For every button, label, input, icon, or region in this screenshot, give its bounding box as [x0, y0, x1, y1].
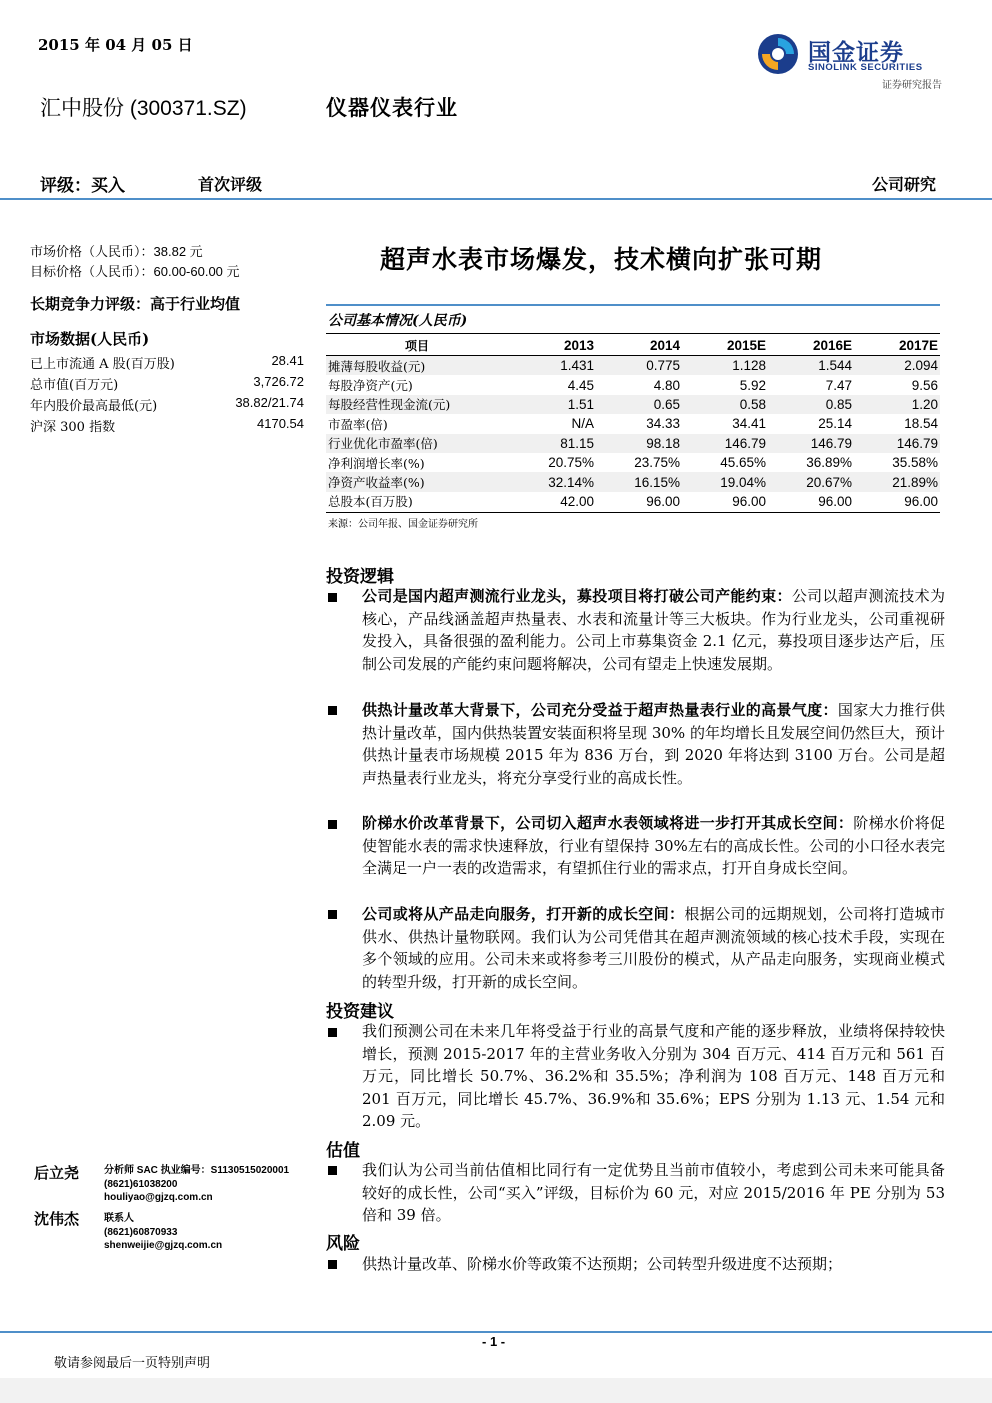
logo-subtitle: 证券研究报告: [882, 80, 942, 91]
logic-bullet-1: [362, 585, 945, 675]
sinolink-logo-icon: [756, 32, 800, 76]
target-price-label: 目标价格（人民币）：: [30, 265, 154, 280]
table-cell: 0.85: [768, 395, 854, 414]
bullet-marker: [328, 910, 337, 919]
price-block: [30, 241, 300, 281]
analyst-cert: 分析师 SAC 执业编号：S1130515020001: [104, 1165, 290, 1176]
table-cell: 1.431: [510, 356, 596, 376]
table-cell: 96.00: [646, 493, 680, 509]
table-title-rule: [326, 333, 940, 334]
table-cell: 16.15%: [596, 472, 682, 491]
table-row: [326, 492, 940, 511]
bullet-lead: 公司或将从产品走向服务，打开新的成长空间：: [362, 905, 685, 923]
table-cell: 20.75%: [548, 455, 594, 471]
market-data-row: [30, 353, 304, 374]
market-price-label: 市场价格（人民币）：: [30, 245, 154, 260]
market-data-label: 总市值(百万元): [30, 378, 119, 393]
table-cell: 18.54: [904, 416, 938, 432]
section-title-advice: 投资建议: [326, 1002, 394, 1022]
section-title-risk: 风险: [326, 1234, 360, 1254]
table-cell: 1.20: [854, 395, 940, 414]
table-cell: 0.775: [596, 356, 682, 376]
section-title-valuation: 估值: [326, 1141, 360, 1161]
row-label: 摊薄每股收益(元): [326, 356, 510, 376]
analyst-email[interactable]: houliyao@gjzq.com.cn: [104, 1192, 213, 1203]
footer-divider: [0, 1331, 992, 1333]
advice-paragraph: 我们预测公司在未来几年将受益于行业的高景气度和产能的逐步释放，业绩将保持较快增长，预测 2015-2017 年的主营业务收入分别为 304 百万元、414 百万元和 561 百万元，同比增长 50.7%、36.2%和 35.5%；净利润为 108 百万元、148 百万元和 201 百万元，同比增长 45.7%、36.9%和 35.6%；EPS 分别为 1.13 元、1.54 元和 2.09 元。: [362, 1022, 945, 1131]
market-data-label: 沪深 300 指数: [30, 420, 116, 435]
table-cell: 1.128: [682, 356, 768, 376]
bullet-lead: 公司是国内超声测流行业龙头，募投项目将打破公司产能约束：: [362, 587, 792, 605]
bullet-marker: [328, 593, 337, 602]
market-data-value: 38.82/21.74: [235, 395, 304, 410]
table-row: [326, 414, 940, 433]
logo-chinese-name: 国金证券: [808, 39, 904, 65]
section-title-logic: 投资逻辑: [326, 567, 394, 587]
table-bottom-rule: [326, 512, 940, 513]
table-cell: 2.094: [854, 356, 940, 376]
report-type: 公司研究: [871, 175, 936, 194]
table-cell: 146.79: [854, 434, 940, 453]
table-cell: 9.56: [911, 377, 938, 393]
column-header: 2015E: [726, 338, 766, 353]
target-price-value: 60.00-60.00 元: [153, 264, 240, 279]
company-name: 汇中股份 (300371.SZ): [40, 97, 247, 120]
table-row: [326, 434, 940, 453]
market-data-row: [30, 416, 304, 437]
bullet-text: 阶梯水价将促使智能水表的需求快速释放，行业有望保持 30%左右的高成长性。公司的小口径水表完全满足一户一表的改造需求，有望抓住行业的需求点，打开自身成长空间。: [362, 814, 945, 878]
table-cell: 96.00: [732, 493, 766, 509]
analyst-phone: (8621)60870933: [104, 1226, 178, 1238]
logic-bullet-3: [362, 812, 945, 880]
table-cell: 96.00: [818, 493, 852, 509]
table-cell: 23.75%: [634, 455, 680, 471]
row-label: 净资产收益率(%): [326, 472, 510, 491]
market-data-label: 年内股价最高最低(元): [30, 399, 158, 414]
table-cell: 98.18: [596, 434, 682, 453]
market-data-row: [30, 395, 304, 416]
table-cell: 1.544: [768, 356, 854, 376]
market-data-title: 市场数据(人民币): [30, 330, 150, 348]
analyst-phone: (8621)61038200: [104, 1178, 178, 1190]
table-cell: 7.47: [825, 377, 852, 393]
column-header: 项目: [404, 339, 429, 353]
market-data-row: [30, 374, 304, 395]
market-data-list: [30, 353, 304, 437]
table-cell: 4.80: [653, 377, 680, 393]
row-label: 行业优化市盈率(倍): [326, 434, 510, 453]
table-cell: 36.89%: [806, 455, 852, 471]
page-number: - 1 -: [482, 1334, 506, 1349]
table-cell: 35.58%: [892, 455, 938, 471]
footer-disclaimer: 敬请参阅最后一页特别声明: [54, 1356, 211, 1371]
bullet-text: 国家大力推行供热计量改革，国内供热装置安装面积将呈现 30% 的年均增长且发展空间仍然巨大，预计供热计量表市场规模 2015 年为 836 万台，到 2020 年将达到 3100 万台。公司是超声热量表行业龙头，将充分享受行业的高成长性。: [362, 701, 945, 787]
market-price-value: 38.82 元: [153, 244, 203, 259]
table-cell: 146.79: [768, 434, 854, 453]
table-header-row: [326, 336, 940, 356]
table-cell: 1.51: [510, 395, 596, 414]
table-cell: 146.79: [682, 434, 768, 453]
table-cell: 5.92: [739, 377, 766, 393]
row-label: 每股经营性现金流(元): [326, 395, 510, 414]
report-headline: 超声水表市场爆发，技术横向扩张可期: [380, 245, 823, 274]
table-title: 公司基本情况(人民币): [328, 313, 468, 329]
table-source: 来源：公司年报、国金证券研究所: [328, 519, 478, 530]
bullet-marker: [328, 1166, 337, 1175]
table-cell: 96.00: [904, 493, 938, 509]
bullet-lead: 供热计量改革大背景下，公司充分受益于超声热量表行业的高景气度：: [362, 701, 838, 719]
table-row: [326, 472, 940, 491]
bullet-marker: [328, 1260, 337, 1269]
table-row: [326, 453, 940, 472]
analyst-email[interactable]: shenweijie@gjzq.com.cn: [104, 1240, 223, 1251]
analyst-role: 联系人: [104, 1213, 134, 1224]
table-cell: 32.14%: [510, 472, 596, 491]
row-label: 总股本(百万股): [328, 494, 413, 510]
column-header: 2013: [563, 338, 594, 353]
analyst-name: 沈伟杰: [34, 1210, 80, 1228]
market-data-value: 28.41: [271, 353, 304, 368]
table-row: [326, 395, 940, 414]
industry-name: 仪器仪表行业: [326, 95, 458, 120]
bullet-text: 公司以超声测流技术为核心，产品线涵盖超声热量表、水表和流量计等三大板块。作为行业龙头，公司重视研发投入，具备很强的盈利能力。公司上市募集资金 2.1 亿元，募投项目逐步达产后，压制公司发展的产能约束问题将解决，公司有望走上快速发展期。: [362, 587, 945, 673]
logo-english-name: SINOLINK SECURITIES: [808, 62, 923, 73]
header-divider: [0, 198, 992, 200]
logic-bullet-4: [362, 903, 945, 993]
report-date: 2015 年 04 月 05 日: [38, 36, 193, 54]
table-row: [326, 375, 940, 394]
rating-note: 首次评级: [198, 175, 263, 194]
bullet-marker: [328, 706, 337, 715]
table-cell: 0.58: [682, 395, 768, 414]
table-cell: 81.15: [510, 434, 596, 453]
table-cell: 20.67%: [768, 472, 854, 491]
table-cell: 42.00: [560, 493, 594, 509]
column-header: 2014: [649, 338, 680, 353]
bullet-text: 根据公司的远期规划，公司将打造城市供水、供热计量物联网。我们认为公司凭借其在超声测流领域的核心技术手段，实现在多个领域的应用。公司未来或将参考三川股份的模式，从产品走向服务，实现商业模式的转型升级，打开新的成长空间。: [362, 905, 945, 991]
analyst-name: 后立尧: [34, 1164, 80, 1182]
table-cell: 0.65: [596, 395, 682, 414]
table-top-rule: [326, 304, 940, 306]
valuation-paragraph: 我们认为公司当前估值相比同行有一定优势且当前市值较小，考虑到公司未来可能具备较好的成长性，公司“买入”评级，目标价为 60 元，对应 2015/2016 年 PE 分别为 53 倍和 39 倍。: [362, 1161, 945, 1225]
market-data-value: 3,726.72: [253, 374, 304, 389]
table-cell: 45.65%: [720, 455, 766, 471]
analyst-contact: [104, 1212, 222, 1253]
risk-paragraph: 供热计量改革、阶梯水价等政策不达预期；公司转型升级进度不达预期；: [362, 1255, 843, 1273]
table-cell: 34.41: [732, 416, 766, 432]
sinolink-logo: [756, 30, 948, 92]
table-cell: N/A: [571, 416, 594, 432]
competitiveness-rating: 长期竞争力评级：高于行业均值: [30, 295, 241, 313]
market-data-value: 4170.54: [257, 416, 304, 431]
market-data-label: 已上市流通 A 股(百万股): [30, 357, 175, 372]
financial-table: [326, 336, 940, 511]
table-cell: 25.14: [818, 416, 852, 432]
analyst-contact: [104, 1164, 289, 1205]
row-label: 净利润增长率(%): [328, 455, 425, 471]
table-cell: 34.33: [646, 416, 680, 432]
table-row: [326, 356, 940, 376]
logic-bullet-2: [362, 699, 945, 789]
column-header: 2017E: [898, 338, 938, 353]
bottom-band: [0, 1378, 992, 1403]
table-cell: 21.89%: [854, 472, 940, 491]
table-cell: 19.04%: [682, 472, 768, 491]
row-label: 每股净资产(元): [328, 378, 413, 394]
column-header: 2016E: [812, 338, 852, 353]
row-label: 市盈率(倍): [328, 416, 388, 432]
bullet-lead: 阶梯水价改革背景下，公司切入超声水表领域将进一步打开其成长空间：: [362, 814, 854, 832]
bullet-marker: [328, 820, 337, 829]
bullet-marker: [328, 1028, 337, 1037]
table-cell: 4.45: [567, 377, 594, 393]
rating: 评级：买入: [40, 176, 125, 196]
